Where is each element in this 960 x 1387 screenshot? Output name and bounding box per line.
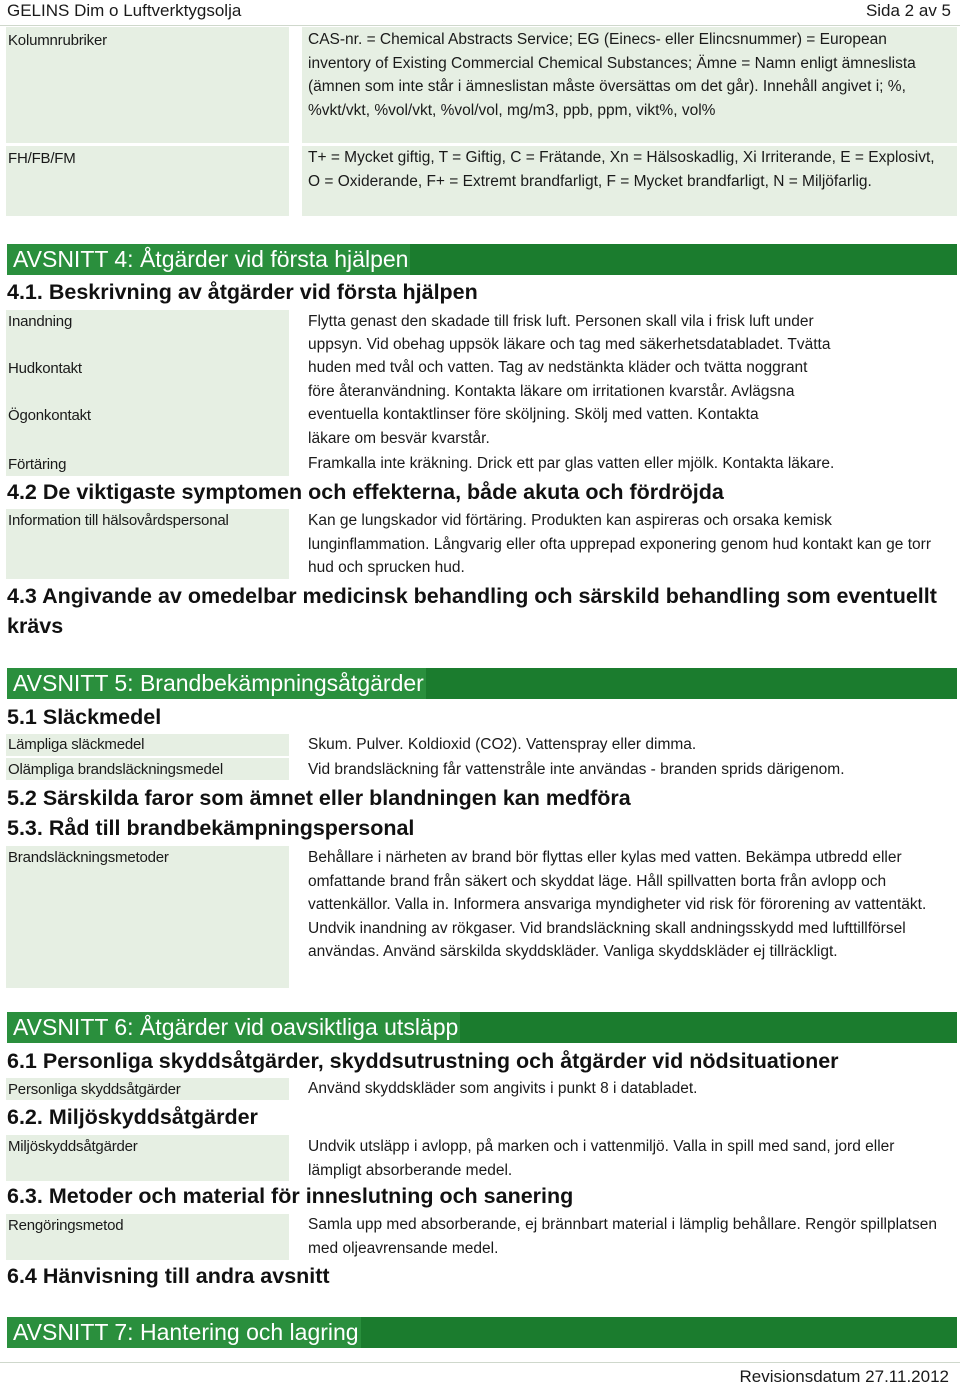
fortaring-text: Framkalla inte kräkning. Drick ett par glas vatten eller mjölk. Kontakta läkare. xyxy=(308,455,835,472)
lampliga-text: Skum. Pulver. Koldioxid (CO2). Vattenspray eller dimma. xyxy=(308,736,697,753)
subsection-4-2: 4.2 De viktigaste symptomen och effekterna, både akuta och fördröjda xyxy=(7,480,724,504)
section-5-header xyxy=(7,668,957,699)
firstaid-line-6: läkare om besvär kvarstår. xyxy=(308,430,490,447)
olampliga-label: Olämpliga brandsläckningsmedel xyxy=(8,761,223,778)
fh-fb-fm-text: T+ = Mycket giftig, T = Giftig, C = Frätande, Xn = Hälsoskadlig, Xi Irriterande, E = Explosivt, O = Oxiderande, F+ = Extremt brandfarligt, F = Mycket brandfarligt, N = Miljöfarlig. xyxy=(308,149,935,190)
subsection-6-1: 6.1 Personliga skyddsåtgärder, skyddsutrustning och åtgärder vid nödsituationer xyxy=(7,1049,839,1073)
subsection-6-2: 6.2. Miljöskyddsåtgärder xyxy=(7,1105,258,1129)
section-7-header xyxy=(7,1317,957,1348)
subsection-4-3: 4.3 Angivande av omedelbar medicinsk behandling och särskild behandling som eventuellt krävs xyxy=(7,584,937,638)
section-5-title: AVSNITT 5: Brandbekämpningsåtgärder xyxy=(7,668,426,699)
info-label: Information till hälsovårdspersonal xyxy=(8,512,229,529)
method-label-shade xyxy=(6,846,289,988)
header-divider xyxy=(0,25,960,26)
page-number: Sida 2 av 5 xyxy=(865,1,951,20)
subsection-5-3: 5.3. Råd till brandbekämpningspersonal xyxy=(7,816,415,840)
document-title: GELINS Dim o Luftverktygsolja xyxy=(7,1,242,20)
env-label: Miljöskyddsåtgärder xyxy=(8,1138,138,1155)
firstaid-label-shade xyxy=(6,310,289,476)
subsection-5-1: 5.1 Släckmedel xyxy=(7,705,162,729)
clean-label: Rengöringsmetod xyxy=(8,1217,124,1234)
kolumnrubriker-text: CAS-nr. = Chemical Abstracts Service; EG (Einecs- eller Elincsnummer) = European inventory of Existing Commercial Chemical Substances; Ämne = Namn enligt ämneslista (ämnen som inte står i ämneslistan måste översättas om det går). Innehåll angivet i; %, %vkt/vkt, %vol/vkt, %vol/vol, mg/m3, ppb, ppm, vikt%, vol% xyxy=(308,31,916,119)
hudkontakt-label: Hudkontakt xyxy=(8,360,82,377)
subsection-5-2: 5.2 Särskilda faror som ämnet eller blandningen kan medföra xyxy=(7,786,631,810)
footer-divider xyxy=(0,1362,960,1363)
inandning-label: Inandning xyxy=(8,313,73,330)
firstaid-line-2: uppsyn. Vid obehag uppsök läkare och tag med säkerhetsdatabladet. Tvätta xyxy=(308,336,831,353)
kolumnrubriker-label: Kolumnrubriker xyxy=(8,32,107,49)
section-4-header xyxy=(7,244,957,275)
method-text: Behållare i närheten av brand bör flyttas eller kylas med vatten. Bekämpa utbredd eller omfattande brand från säkert och skyddat läge. Håll spillvatten borta från avlopp och vattenkällor. Valla in. Informera ansvariga myndigheter vid risk för förorening av vattentäkt. Undvik inandning av rökgaser. Vid brandsläckning skall andningsskydd med lufttillförsel användas. Använd särskilda skyddskläder. Vanliga skyddskläder ej tillräckligt. xyxy=(308,849,927,960)
info-text: Kan ge lungskador vid förtäring. Produkten kan aspireras och orsaka kemisk lunginflammation. Långvarig eller ofta upprepad exponering genom hud kontakt kan ge torr hud och sprucken hud. xyxy=(308,512,931,576)
env-text: Undvik utsläpp i avlopp, på marken och i vattenmiljö. Valla in spill med sand, jord eller lämpligt absorberande medel. xyxy=(308,1138,895,1179)
firstaid-line-3: huden med tvål och vatten. Tag av nedstänkta kläder och tvätta noggrant xyxy=(308,359,808,376)
subsection-6-4: 6.4 Hänvisning till andra avsnitt xyxy=(7,1264,330,1288)
section-6-title: AVSNITT 6: Åtgärder vid oavsiktliga utsläpp xyxy=(7,1012,460,1043)
subsection-6-3: 6.3. Metoder och material för inneslutning och sanering xyxy=(7,1184,574,1208)
lampliga-label: Lämpliga släckmedel xyxy=(8,736,145,753)
section-4-title: AVSNITT 4: Åtgärder vid första hjälpen xyxy=(7,244,410,275)
firstaid-line-5: eventuella kontaktlinser före sköljning. Skölj med vatten. Kontakta xyxy=(308,406,759,423)
clean-text: Samla upp med absorberande, ej brännbart material i lämplig behållare. Rengör spillplatsen med oljeavrensande medel. xyxy=(308,1216,937,1257)
section-7-title: AVSNITT 7: Hantering och lagring xyxy=(7,1317,361,1348)
personal-label: Personliga skyddsåtgärder xyxy=(8,1081,181,1098)
section-6-header xyxy=(7,1012,957,1043)
method-label: Brandsläckningsmetoder xyxy=(8,849,169,866)
firstaid-line-4: före återanvändning. Kontakta läkare om irritationen kvarstår. Avlägsna xyxy=(308,383,795,400)
firstaid-line-1: Flytta genast den skadade till frisk luft. Personen skall vila i frisk luft under xyxy=(308,313,814,330)
fortaring-label: Förtäring xyxy=(8,456,67,473)
ogonkontakt-label: Ögonkontakt xyxy=(8,407,91,424)
subsection-4-1: 4.1. Beskrivning av åtgärder vid första hjälpen xyxy=(7,280,478,304)
revision-date: Revisionsdatum 27.11.2012 xyxy=(739,1367,949,1386)
fh-fb-fm-label: FH/FB/FM xyxy=(8,150,76,167)
olampliga-text: Vid brandsläckning får vattenstråle inte användas - branden sprids därigenom. xyxy=(308,761,845,778)
personal-text: Använd skyddskläder som angivits i punkt 8 i databladet. xyxy=(308,1080,698,1097)
